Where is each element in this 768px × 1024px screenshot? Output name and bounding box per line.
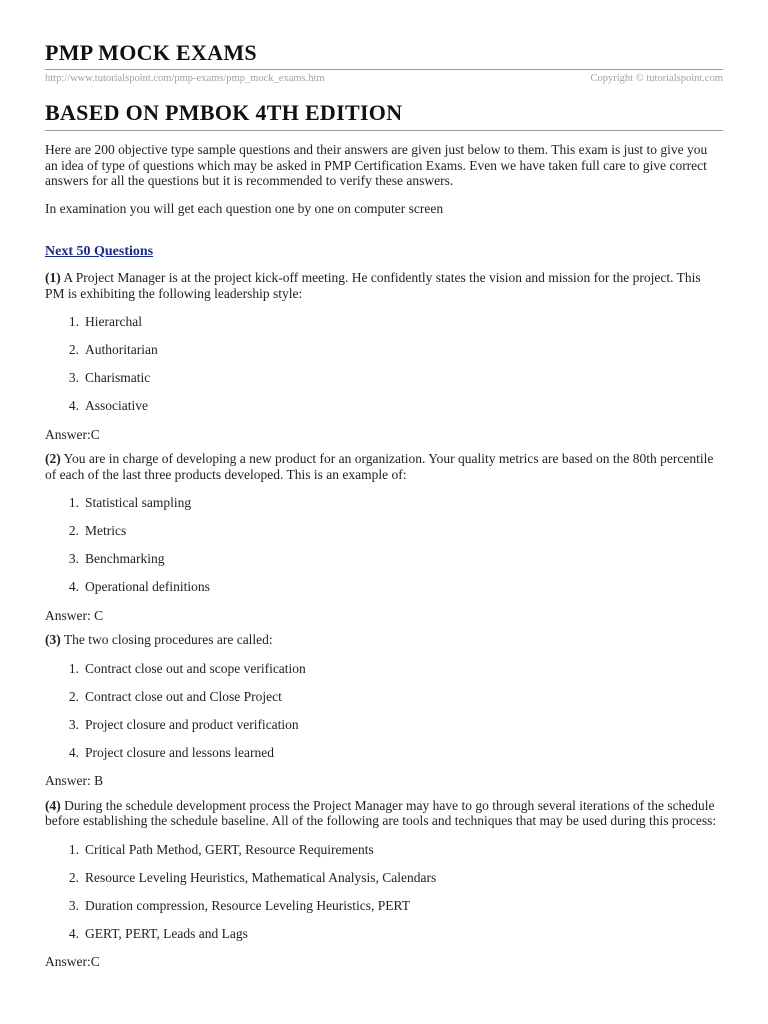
question-number: (3)	[45, 632, 61, 647]
answer-text: Answer:C	[45, 426, 100, 442]
question-block	[45, 632, 723, 789]
option-item: 2. Resource Leveling Heuristics, Mathematical Analysis, Calendars	[68, 869, 437, 885]
heading-divider	[45, 130, 723, 131]
page-heading: BASED ON PMBOK 4TH EDITION	[45, 100, 403, 125]
option-item: 1. Hierarchal	[68, 314, 142, 329]
option-item: 3. Project closure and product verification	[68, 716, 299, 732]
option-item: 2. Metrics	[68, 523, 127, 538]
question-block	[45, 798, 723, 970]
option-item: 4. GERT, PERT, Leads and Lags	[68, 925, 248, 941]
question-text: (3) The two closing procedures are called:	[45, 632, 273, 647]
question-text: (1) A Project Manager is at the project kick-off meeting. He confidently states the vision and mission for the project. This PM is exhibiting the following leadership style:	[45, 270, 701, 301]
options-list	[45, 842, 723, 942]
page-url: http://www.tutorialspoint.com/pmp-exams/pmp_mock_exams.htm	[45, 73, 325, 84]
options-list	[45, 495, 723, 595]
question-text: (4) During the schedule development process the Project Manager may have to go through several iterations of the schedule before establishing the schedule baseline. All of the following are tools and techniques that may be used during this process:	[45, 797, 717, 828]
option-item: 3. Duration compression, Resource Leveling Heuristics, PERT	[68, 897, 410, 913]
option-item: 3. Charismatic	[68, 370, 151, 385]
question-block	[45, 451, 723, 623]
intro-paragraph: Here are 200 objective type sample questions and their answers are given just below to them. This exam is just to give you an idea of type of questions which may be asked in PMP Certification Exams. Even we have taken full care to give correct answers for all the questions but it is recommended to verify these answers.	[45, 142, 708, 188]
option-item: 1. Critical Path Method, GERT, Resource Requirements	[68, 841, 374, 857]
option-item: 2. Contract close out and Close Project	[68, 688, 282, 704]
options-list	[45, 661, 723, 761]
option-item: 4. Associative	[68, 398, 148, 413]
question-number: (1)	[45, 270, 61, 285]
option-item: 2. Authoritarian	[68, 342, 158, 357]
option-item: 4. Operational definitions	[68, 579, 210, 594]
options-list	[45, 314, 723, 414]
next-questions-link[interactable]: Next 50 Questions	[45, 244, 154, 259]
intro-note: In examination you will get each question one by one on computer screen	[45, 200, 444, 216]
answer-text: Answer: C	[45, 607, 104, 623]
question-block	[45, 270, 723, 442]
option-item: 1. Contract close out and scope verification	[68, 660, 306, 676]
answer-text: Answer: B	[45, 773, 104, 788]
option-item: 4. Project closure and lessons learned	[68, 744, 274, 760]
option-item: 3. Benchmarking	[68, 551, 165, 566]
copyright-notice: Copyright © tutorialspoint.com	[590, 73, 723, 84]
option-item: 1. Statistical sampling	[68, 495, 192, 510]
question-number: (2)	[45, 451, 61, 466]
question-text: (2) You are in charge of developing a new product for an organization. Your quality metrics are based on the 80th percentile of each of the last three products developed. This is an example of:	[45, 451, 714, 482]
question-number: (4)	[45, 797, 61, 813]
answer-text: Answer:C	[45, 954, 100, 969]
header-divider	[45, 69, 723, 70]
header-meta	[45, 73, 723, 85]
site-title: PMP MOCK EXAMS	[45, 40, 257, 65]
